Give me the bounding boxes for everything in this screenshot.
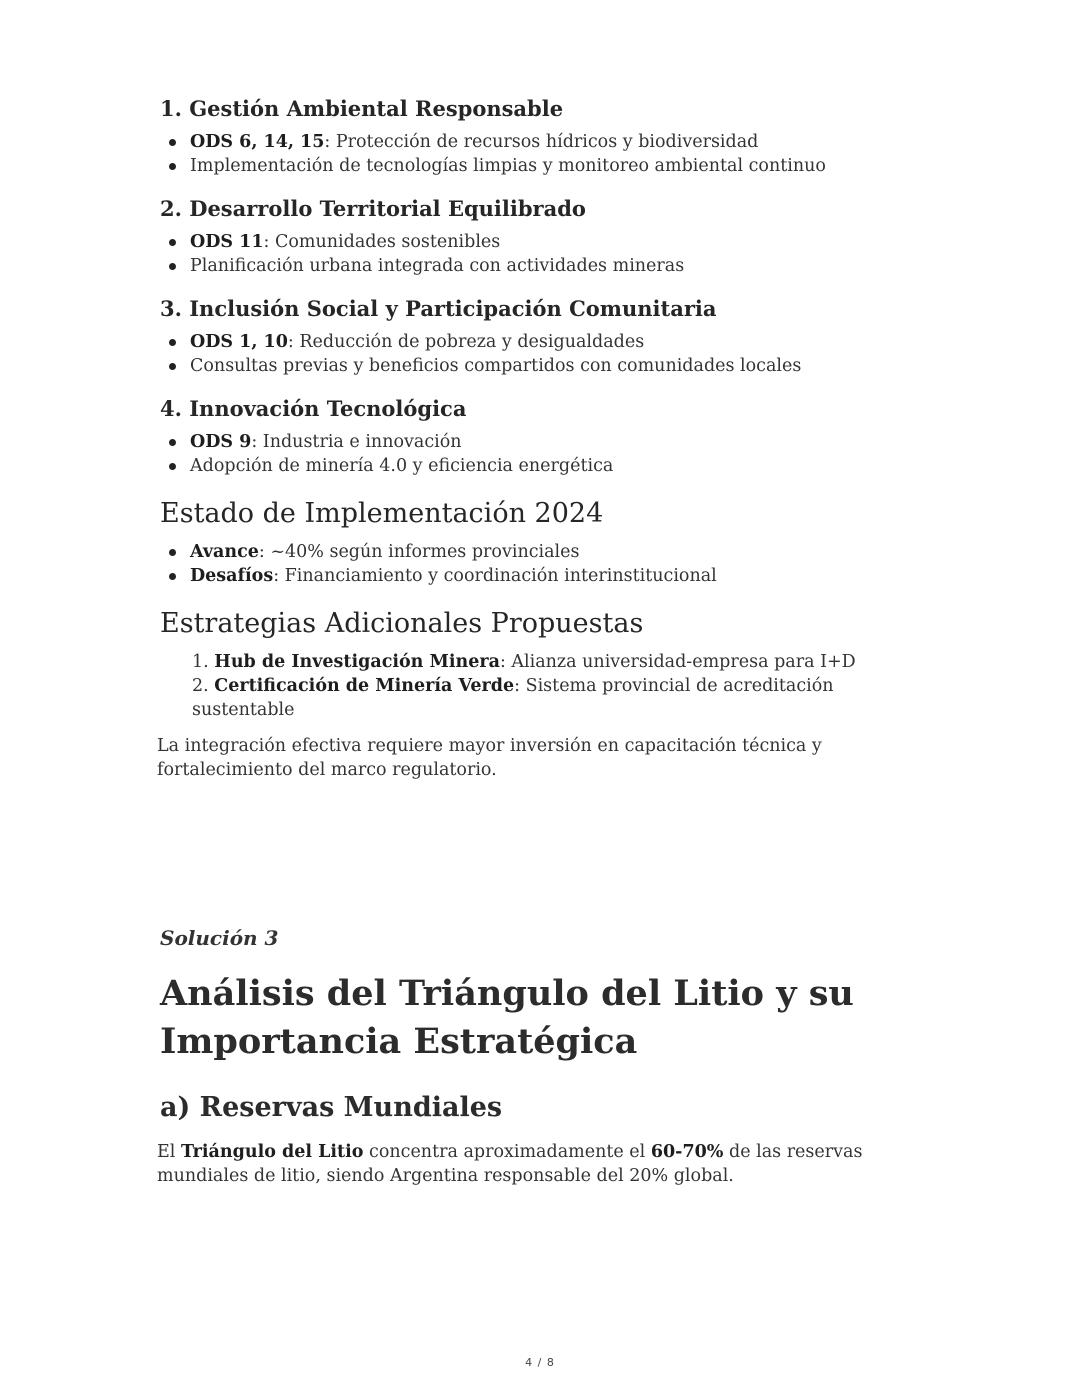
reservas-paragraph: El Triángulo del Litio concentra aproximadamente el 60-70% de las reservas mundiales de litio, siendo Argentina responsable del 20% global.: [157, 1142, 863, 1186]
section-title: 2. Desarrollo Territorial Equilibrado: [160, 196, 586, 221]
list-item: Adopción de minería 4.0 y eficiencia energética: [190, 454, 940, 478]
reservas-subtitle: a) Reservas Mundiales: [160, 1092, 503, 1123]
solution-title: Análisis del Triángulo del Litio y su Importancia Estratégica: [160, 973, 854, 1062]
solution-label: Solución 3: [160, 926, 279, 950]
list-item: 2. Certificación de Minería Verde: Sistema provincial de acreditación sustentable: [192, 676, 834, 720]
estrategias-list: [160, 650, 940, 722]
list-item: ODS 1, 10: Reducción de pobreza y desigualdades: [190, 330, 940, 354]
section-title: 4. Innovación Tecnológica: [160, 396, 467, 421]
list-item: Consultas previas y beneficios compartidos con comunidades locales: [190, 354, 940, 378]
bullet-list: [160, 230, 940, 278]
bullet-list: [160, 330, 940, 378]
bullet-list: [160, 130, 940, 178]
list-item: ODS 6, 14, 15: Protección de recursos hídricos y biodiversidad: [190, 130, 940, 154]
list-item: 1. Hub de Investigación Minera: Alianza universidad-empresa para I+D: [192, 652, 856, 672]
list-item: Avance: ~40% según informes provinciales: [190, 540, 940, 564]
section-title: 3. Inclusión Social y Participación Comunitaria: [160, 296, 717, 321]
list-item: Planificación urbana integrada con actividades mineras: [190, 254, 940, 278]
estrategias-heading: Estrategias Adicionales Propuestas: [160, 608, 644, 639]
list-item: ODS 11: Comunidades sostenibles: [190, 230, 940, 254]
estado-list: [160, 540, 940, 588]
list-item: ODS 9: Industria e innovación: [190, 430, 940, 454]
section-title: 1. Gestión Ambiental Responsable: [160, 96, 564, 121]
ods-content: [157, 92, 940, 782]
bullet-list: [160, 430, 940, 478]
page-number: 4 / 8: [525, 1356, 555, 1369]
conclusion-paragraph: La integración efectiva requiere mayor inversión en capacitación técnica y fortalecimiento del marco regulatorio.: [157, 736, 822, 780]
list-item: Implementación de tecnologías limpias y monitoreo ambiental continuo: [190, 154, 940, 178]
estado-heading: Estado de Implementación 2024: [160, 498, 604, 529]
list-item: Desafíos: Financiamiento y coordinación interinstitucional: [190, 564, 940, 588]
